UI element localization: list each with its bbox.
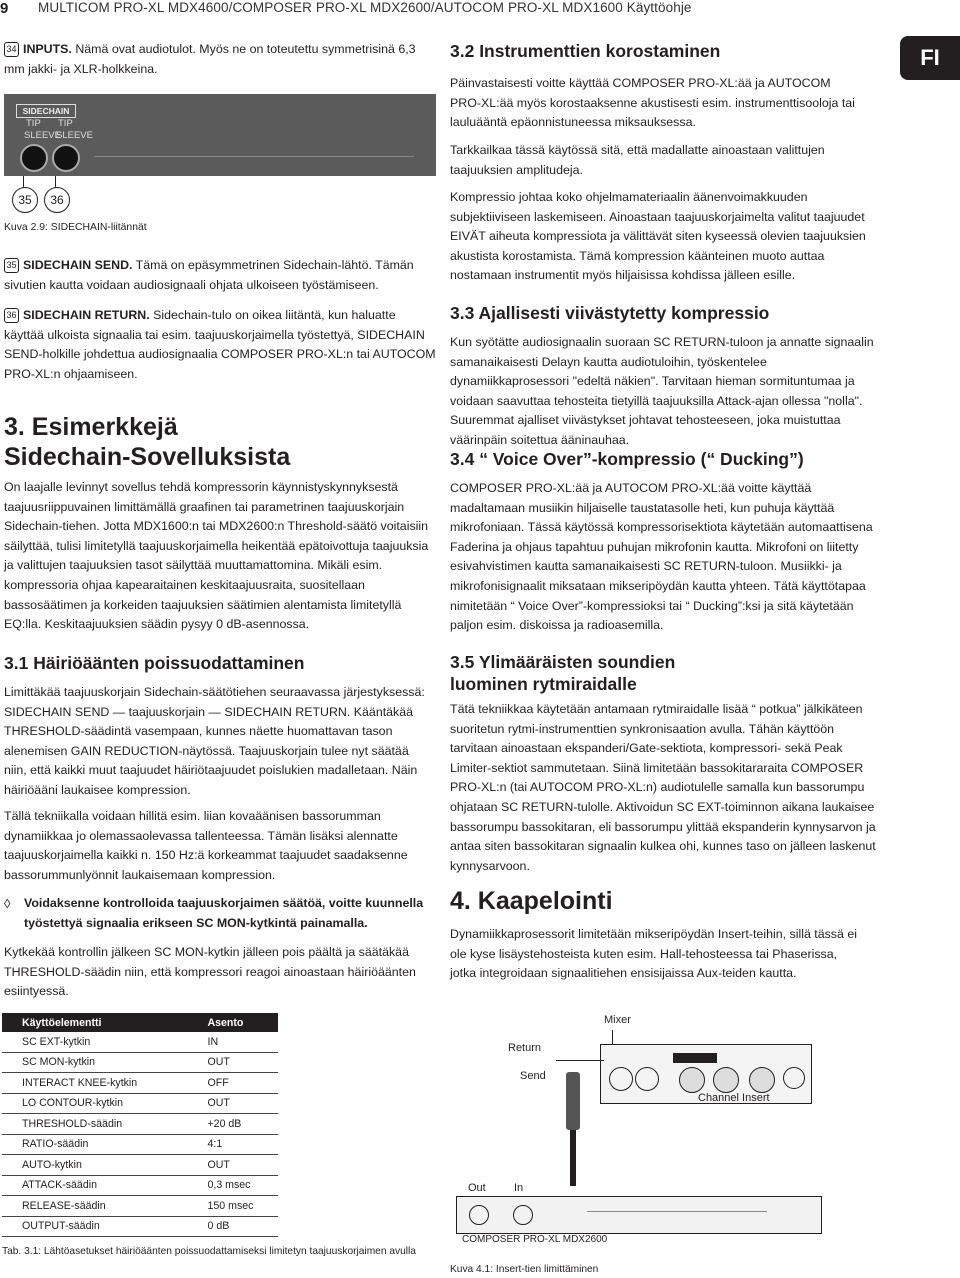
callout-35: 35 <box>12 187 38 213</box>
sidechain-panel-figure <box>4 94 436 176</box>
channel-insert-label: Channel Insert <box>698 1092 770 1104</box>
heading-line: Sidechain-Sovelluksista <box>4 443 291 471</box>
table-row <box>2 1155 278 1176</box>
table-header: Käyttöelementti <box>2 1013 188 1032</box>
section-4-heading: 4. Kaapelointi <box>450 887 613 915</box>
heading-line: luominen rytmiraidalle <box>450 674 637 694</box>
section-3-heading <box>4 412 434 472</box>
table-row <box>2 1196 278 1217</box>
table-cell: IN <box>188 1032 279 1052</box>
heading-line: 3. Esimerkkejä <box>4 413 178 441</box>
table-cell: 0 dB <box>188 1216 279 1237</box>
return-label: Return <box>508 1042 542 1054</box>
table-cell: INTERACT KNEE-kytkin <box>2 1073 188 1094</box>
section-3-2-heading: 3.2 Instrumenttien korostaminen <box>450 41 721 61</box>
section-3-2-paragraph-3: Kompressio johtaa koko ohjelmamateriaalin äänenvoimakkuuden subjektiiviseen laskemiseen. Ainoastaan taajuuskorjaimelta valitut taajuudet EIVÄT aiheuta kompressiota ja välittävät siten kyseessä olevien taajuuksien akustista korostamista. Tämä kompression käänteinen muoto auttaa nostamaan instrumentit myös hiljaisissa kohdissa jälleen esille. <box>450 190 866 283</box>
section-3-1-paragraph-2: Tällä tekniikalla voidaan hillitä esim. liian kovaäänisen bassorumman dynamiikkaa jo olemassaolevassa tallenteessa. Tämän lisäksi alennatte taajuuskorjaimella kaikki n. 150 Hz:ä korkeammat taajuudet saadaksenne bassorummunlyönnit laukaisemaan kompression. <box>4 809 408 882</box>
section-3-1-paragraph-1: Limittäkää taajuuskorjain Sidechain-säätötiehen seuraavassa järjestyksessä: SIDECHAIN SEND — taajuuskorjain — SIDECHAIN RETURN. Kääntäkää THRESHOLD-säädintä vasempaan, kunnes näette huomattavan tason alenemisen GAIN REDUCTION-näytössä. Taajuuskorjain tulee nyt säätää niin, että kaikki muut taajuudet häiriötaajuudet poislukien madalletaan. Näin häiriöääni laukaisee kompression. <box>4 685 425 797</box>
table-row <box>2 1052 278 1073</box>
section-3-2-paragraph-1: Päinvastaisesti voitte käyttää COMPOSER PRO-XL:ää ja AUTOCOM PRO-XL:ää myös korostaaksenne akustisesti esim. instrumenttisooloja tai lauluääntä epäonnistuneessa miksauksessa. <box>450 76 855 130</box>
mixer-jack-icon <box>609 1067 633 1091</box>
document-header-title: MULTICOM PRO-XL MDX4600/COMPOSER PRO-XL MDX2600/AUTOCOM PRO-XL MDX1600 Käyttöohje <box>38 0 692 15</box>
output-jack-icon <box>469 1205 489 1225</box>
table-cell: SC MON-kytkin <box>2 1052 188 1073</box>
table-cell: OUT <box>188 1052 279 1073</box>
section-3-paragraph: On laajalle levinnyt sovellus tehdä kompressorin käynnistyskynnyksestä taajuusriippuvainen limittämällä graafinen tai parametrinen taajuuskorjain Sidechain-tiehen. Jotta MDX1600:n tai MDX2600:n Threshold-säätö voitaisiin säilyttää, tulisi limitetyllä taajuuskorjaimella heikentää epätoivottuja taajuuksia ja valittujen taajuuksien tasot säilyttää muuttamattomina. Mikäli esim. kompressoria ohjaa kapearaitainen keskitaajuusraita, suositellaan bassosäätimen ja korkeiden taajuuksien säätimien alentamista limitetyllä EQ:lla. Keskitaajuuksien säädin pysyy 0 dB-asennossa. <box>4 480 429 632</box>
table-cell: 4:1 <box>188 1134 279 1155</box>
table-row <box>2 1134 278 1155</box>
table-cell: OFF <box>188 1073 279 1094</box>
device-divider <box>587 1211 767 1212</box>
section-3-4-paragraph: COMPOSER PRO-XL:ää ja AUTOCOM PRO-XL:ää voitte käyttää madaltamaan musiikin hiljaiselle taustatasolle heti, kun puhuja käyttää mikrofoniaan. Tässä käytössä kompressorisektiota käytetään automaattisena Faderina ja ohjaus tapahtuu puhujan mikrofonin kautta. Mikrofoni on liitetty esivahvistimen kautta samanaikaisesti SC RETURN-tuloon. Musiikki- ja mikrofonisignaalit miksataan mikseripöydän kautta yhteen. Tätä käyttötapaa nimitetään “ Voice Over”-kompressioksi tai “ Ducking”:ksi ja sitä käytetään paljon esim. diskoissa ja radioasemilla. <box>450 481 873 633</box>
item-lead: SIDECHAIN RETURN. <box>23 308 150 322</box>
table-row <box>2 1216 278 1237</box>
table-cell: SC EXT-kytkin <box>2 1032 188 1052</box>
insert-plug-icon <box>566 1072 580 1130</box>
table-cell: AUTO-kytkin <box>2 1155 188 1176</box>
table-cell: OUTPUT-säädin <box>2 1216 188 1237</box>
section-3-3-heading: 3.3 Ajallisesti viivästytetty kompressio <box>450 303 770 323</box>
note-icon: ◊ <box>4 896 11 911</box>
item-lead: SIDECHAIN SEND. <box>23 258 133 272</box>
section-3-2-paragraph-2: Tarkkailkaa tässä käytössä sitä, että madallatte ainoastaan valittujen taajuuksien amplitudeja. <box>450 143 825 177</box>
table-cell: RATIO-säädin <box>2 1134 188 1155</box>
panel-title: SIDECHAIN <box>16 104 76 118</box>
item-36 <box>4 306 436 384</box>
xlr-connector-icon <box>749 1067 775 1093</box>
table-cell: 0,3 msec <box>188 1175 279 1196</box>
section-3-5-paragraph: Tätä tekniikkaa käytetään antamaan rytmiraidalle lisää “ potkua” jälkikäteen suoritetun rytmi-instrumenttien synkronisaation avulla. Tähän käyttöön tarvitaan ainoastaan ekspanderi/Gate-sektiota, kompressori- sekä Peak Limiter-sektiot sammutetaan. Siinä limitetään bassokitararaita COMPOSER PRO-XL:n (tai AUTOCOM PRO-XL:n) audiotulelle samalla kun bassorumpu ohjataan SC RETURN-tulolle. Aktivoidun SC EXT-toiminnon aikana laukaisee bassorumpu bassokitaran, eli bassorumpu ylittää ekspanderin kynnysarvon ja antaa siten bassokitaran signaalin kulkea ohi, kunnes taso on jälleen laskenut kynnysarvoon. <box>450 702 876 873</box>
xlr-connector-icon <box>679 1067 705 1093</box>
table-cell: ATTACK-säädin <box>2 1175 188 1196</box>
section-3-5-heading <box>450 651 890 695</box>
section-3-1-heading: 3.1 Häiriöäänten poissuodattaminen <box>4 653 305 673</box>
item-35 <box>4 256 436 295</box>
mixer-jack-icon <box>783 1067 805 1089</box>
table-cell: RELEASE-säädin <box>2 1196 188 1217</box>
table-row <box>2 1032 278 1052</box>
panel-divider <box>94 156 414 157</box>
table-row <box>2 1093 278 1114</box>
composer-device <box>456 1196 822 1234</box>
table-row <box>2 1114 278 1135</box>
page-number: 9 <box>0 0 9 17</box>
in-label: In <box>514 1182 524 1194</box>
section-3-3-paragraph: Kun syötätte audiosignaalin suoraan SC RETURN-tuloon ja annatte signaalin samanaikaisesti Delayn kautta audiotuloihin, työskentelee dynamiikkaprosessori "edeltä näkien". Tarvitaan hieman sormituntumaa ja voidaan saavuttaa tehosteita tietyillä taajuuksilla Attack-ajan ollessa "nolla". Suuremmat ajalliset viivästykset johtavat tehosteeseen, joka muistuttaa väärinpäin soitettua ääninauhaa. <box>450 335 874 447</box>
section-3-4-heading: 3.4 “ Voice Over”-kompressio (“ Ducking”) <box>450 449 804 469</box>
note-text: Voidaksenne kontrolloida taajuuskorjaimen säätöä, voitte kuunnella työstettyä signaalia erikseen SC MON-kytkintä painamalla. <box>24 896 424 930</box>
figure-caption: Kuva 4.1: Insert-tien limittäminen <box>450 1264 599 1275</box>
item-34 <box>4 40 434 79</box>
item-number: 35 <box>4 258 19 273</box>
table-row <box>2 1175 278 1196</box>
item-lead: INPUTS. <box>23 42 72 56</box>
table-cell: 150 msec <box>188 1196 279 1217</box>
table-caption: Tab. 3.1: Lähtöasetukset häiriöäänten poissuodattamiseksi limitetyn taajuuskorjaimen avulla <box>2 1246 416 1257</box>
sleeve-label: SLEEVE <box>56 130 93 141</box>
table-cell: THRESHOLD-säädin <box>2 1114 188 1135</box>
sidechain-send-jack <box>20 144 48 172</box>
callout-line <box>556 1060 604 1061</box>
item-text: Tämä on epäsymmetrinen Sidechain-lähtö. Tämän sivutien kautta voidaan audiosignaali ohjata ulkoiseen työstämiseen. <box>4 258 414 292</box>
language-tab: FI <box>900 36 960 80</box>
input-jack-icon <box>513 1205 533 1225</box>
insert-cable <box>570 1130 576 1186</box>
item-text: Sidechain-tulo on oikea liitäntä, kun haluatte käyttää ulkoista signaalia tai esim. taajuuskorjaimella työstettyä, SIDECHAIN SEND-holkille johdettua audiosignaalia COMPOSER PRO-XL:n tai AUTOCOM PRO-XL:n ohjaamiseen. <box>4 308 436 381</box>
figure-caption: Kuva 2.9: SIDECHAIN-liitännät <box>4 222 147 233</box>
xlr-connector-icon <box>713 1067 739 1093</box>
callout-line <box>612 1030 613 1044</box>
mixer-label: Mixer <box>604 1014 631 1026</box>
section-4-paragraph: Dynamiikkaprosessorit limitetään mikseripöydän Insert-teihin, sillä tässä ei ole kyse lisäystehosteista kuten esim. Hall-tehosteessa tai Phaserissa, jotka integroidaan signaalitiehen ensisijaissa Aux-teiden kautta. <box>450 927 857 981</box>
mixer-warning-strip <box>673 1053 717 1063</box>
sleeve-label: SLEEVE <box>24 130 61 141</box>
send-label: Send <box>520 1070 546 1082</box>
table-header: Asento <box>188 1013 279 1032</box>
callout-36: 36 <box>44 187 70 213</box>
item-number: 34 <box>4 42 19 57</box>
item-text: Nämä ovat audiotulot. Myös ne on toteutettu symmetrisinä 6,3 mm jakki- ja XLR-holkkeina. <box>4 42 416 76</box>
out-label: Out <box>468 1182 486 1194</box>
section-3-1-paragraph-3: Kytkekää kontrollin jälkeen SC MON-kytkin jälleen pois päältä ja säätäkää THRESHOLD-säädin niin, että kompressori reagoi ainoastaan häiriöäänten esiintyessä. <box>4 945 416 999</box>
tip-label: TIP <box>58 118 73 129</box>
item-number: 36 <box>4 308 19 323</box>
table-cell: LO CONTOUR-kytkin <box>2 1093 188 1114</box>
table-cell: OUT <box>188 1093 279 1114</box>
table-cell: +20 dB <box>188 1114 279 1135</box>
tip-label: TIP <box>26 118 41 129</box>
device-label: COMPOSER PRO-XL MDX2600 <box>462 1234 608 1245</box>
callout-line <box>55 176 56 187</box>
sidechain-return-jack <box>52 144 80 172</box>
mixer-jack-icon <box>635 1067 659 1091</box>
callout-line <box>23 176 24 187</box>
settings-table <box>2 1013 278 1237</box>
table-cell: OUT <box>188 1155 279 1176</box>
table-row <box>2 1073 278 1094</box>
heading-line: 3.5 Ylimääräisten soundien <box>450 652 676 672</box>
